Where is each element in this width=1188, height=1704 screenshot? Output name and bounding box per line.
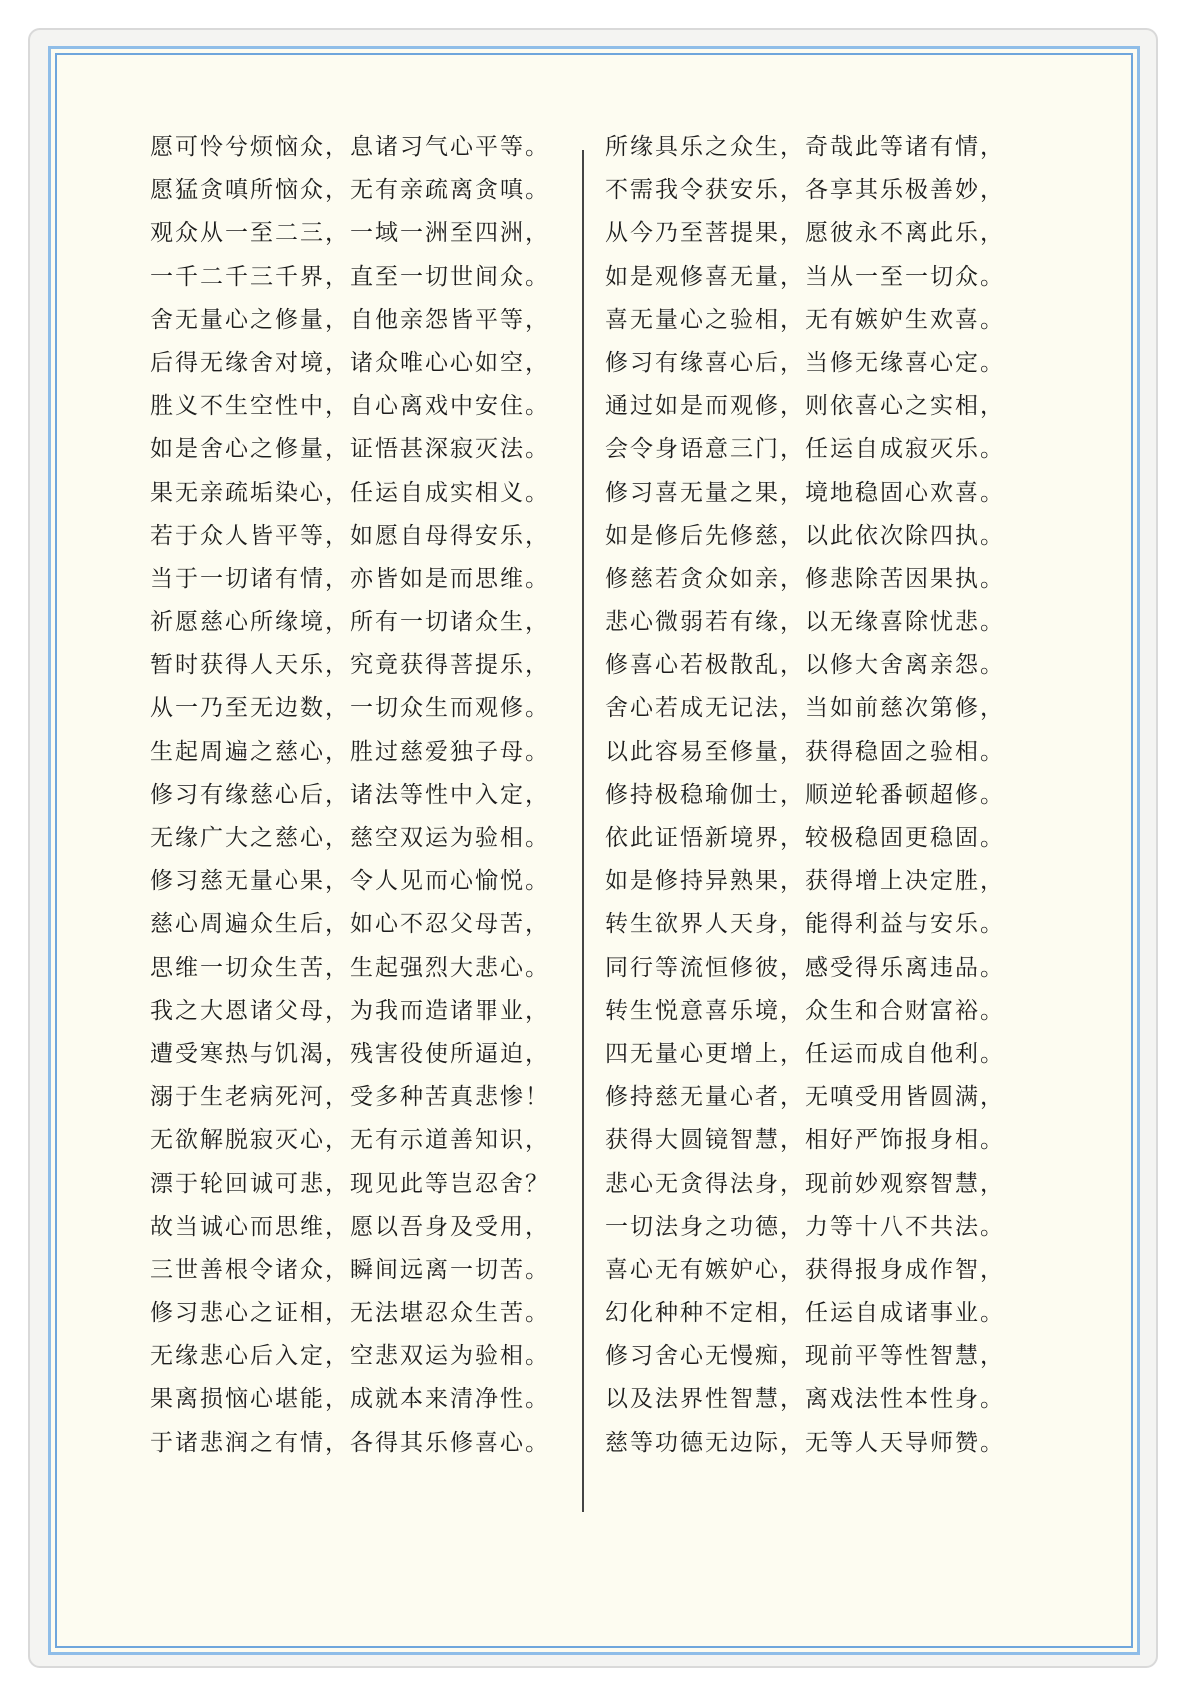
right-verse-line: 幻化种种不定相，任运自成诸事业。	[605, 1300, 1005, 1327]
left-verse-line: 愿可怜兮烦恼众，息诸习气心平等。	[150, 134, 550, 160]
left-verse-line: 祈愿慈心所缘境，所有一切诸众生，	[150, 609, 550, 636]
left-verse-line: 修习悲心之证相，无法堪忍众生苦。	[150, 1300, 550, 1327]
right-verse-line: 修习舍心无慢痴，现前平等性智慧，	[605, 1343, 1005, 1370]
right-verse-line: 修慈若贪众如亲，修悲除苦因果执。	[605, 565, 1005, 592]
left-verse-line: 修习慈无量心果，令人见而心愉悦。	[150, 868, 550, 895]
right-verse-line: 以及法界性智慧，离戏法性本性身。	[605, 1386, 1005, 1413]
left-verse-line: 暂时获得人天乐，究竟获得菩提乐，	[150, 652, 550, 679]
left-verse-line: 果离损恼心堪能，成就本来清净性。	[150, 1386, 550, 1413]
right-verse-line: 转生悦意喜乐境，众生和合财富裕。	[605, 997, 1005, 1024]
left-verse-line: 漂于轮回诚可悲，现见此等岂忍舍？	[150, 1170, 550, 1197]
left-verse-line: 舍无量心之修量，自他亲怨皆平等，	[150, 306, 550, 333]
right-verse-line: 修习有缘喜心后，当修无缘喜心定。	[605, 349, 1005, 376]
column-divider	[582, 150, 584, 1512]
right-verse-line: 如是观修喜无量，当从一至一切众。	[605, 263, 1005, 290]
right-verse-line: 依此证悟新境界，较极稳固更稳固。	[605, 825, 1005, 851]
right-verse-line: 悲心无贪得法身，现前妙观察智慧，	[605, 1170, 1005, 1197]
left-verse-column	[150, 126, 590, 1465]
left-verse-line: 慈心周遍众生后，如心不忍父母苦，	[150, 911, 550, 938]
right-verse-line: 修持慈无量心者，无嗔受用皆圆满，	[605, 1084, 1005, 1111]
right-verse-line: 会令身语意三门，任运自成寂灭乐。	[605, 436, 1005, 463]
left-verse-line: 我之大恩诸父母，为我而造诸罪业，	[150, 997, 550, 1024]
left-verse-line: 无缘广大之慈心，慈空双运为验相。	[150, 825, 550, 851]
right-verse-line: 喜心无有嫉妒心，获得报身成作智，	[605, 1256, 1005, 1283]
right-verse-line: 修持极稳瑜伽士，顺逆轮番顿超修。	[605, 781, 1005, 808]
left-verse-line: 无欲解脱寂灭心，无有示道善知识，	[150, 1127, 550, 1154]
left-verse-line: 从一乃至无边数，一切众生而观修。	[150, 695, 550, 722]
left-verse-line: 生起周遍之慈心，胜过慈爱独子母。	[150, 738, 550, 765]
right-verse-line: 从今乃至菩提果，愿彼永不离此乐，	[605, 220, 1005, 247]
left-verse-line: 若于众人皆平等，如愿自母得安乐，	[150, 522, 550, 549]
left-verse-line: 思维一切众生苦，生起强烈大悲心。	[150, 954, 550, 981]
right-verse-line: 转生欲界人天身，能得利益与安乐。	[605, 911, 1005, 938]
left-verse-line: 无缘悲心后入定，空悲双运为验相。	[150, 1343, 550, 1370]
left-verse-line: 遭受寒热与饥渴，残害役使所逼迫，	[150, 1040, 550, 1067]
left-verse-line: 三世善根令诸众，瞬间远离一切苦。	[150, 1256, 550, 1283]
right-verse-line: 舍心若成无记法，当如前慈次第修，	[605, 695, 1005, 722]
right-verse-line: 四无量心更增上，任运而成自他利。	[605, 1040, 1005, 1067]
right-verse-line: 获得大圆镜智慧，相好严饰报身相。	[605, 1127, 1005, 1154]
right-verse-line: 修喜心若极散乱，以修大舍离亲怨。	[605, 652, 1005, 679]
right-verse-line: 所缘具乐之众生，奇哉此等诸有情，	[605, 134, 1005, 160]
right-verse-column	[605, 126, 1045, 1465]
right-verse-line: 喜无量心之验相，无有嫉妒生欢喜。	[605, 306, 1005, 333]
left-verse-line: 愿猛贪嗔所恼众，无有亲疏离贪嗔。	[150, 177, 550, 204]
left-verse-line: 如是舍心之修量，证悟甚深寂灭法。	[150, 436, 550, 463]
right-verse-line: 修习喜无量之果，境地稳固心欢喜。	[605, 479, 1005, 506]
right-verse-line: 慈等功德无边际，无等人天导师赞。	[605, 1429, 1005, 1456]
left-verse-line: 后得无缘舍对境，诸众唯心心如空，	[150, 349, 550, 376]
left-verse-line: 于诸悲润之有情，各得其乐修喜心。	[150, 1429, 550, 1456]
right-verse-line: 悲心微弱若有缘，以无缘喜除忧悲。	[605, 609, 1005, 636]
left-verse-line: 胜义不生空性中，自心离戏中安住。	[150, 393, 550, 420]
left-verse-line: 一千二千三千界，直至一切世间众。	[150, 263, 550, 290]
left-verse-line: 故当诚心而思维，愿以吾身及受用，	[150, 1213, 550, 1240]
left-verse-line: 溺于生老病死河，受多种苦真悲惨！	[150, 1084, 550, 1111]
left-verse-line: 果无亲疏垢染心，任运自成实相义。	[150, 479, 550, 506]
right-verse-line: 不需我令获安乐，各享其乐极善妙，	[605, 177, 1005, 204]
right-verse-line: 一切法身之功德，力等十八不共法。	[605, 1213, 1005, 1240]
right-verse-line: 以此容易至修量，获得稳固之验相。	[605, 738, 1005, 765]
right-verse-line: 如是修持异熟果，获得增上决定胜，	[605, 868, 1005, 895]
left-verse-line: 修习有缘慈心后，诸法等性中入定，	[150, 781, 550, 808]
right-verse-line: 同行等流恒修彼，感受得乐离违品。	[605, 954, 1005, 981]
left-verse-line: 观众从一至二三，一域一洲至四洲，	[150, 220, 550, 247]
right-verse-line: 通过如是而观修，则依喜心之实相，	[605, 393, 1005, 420]
left-verse-line: 当于一切诸有情，亦皆如是而思维。	[150, 565, 550, 592]
right-verse-line: 如是修后先修慈，以此依次除四执。	[605, 522, 1005, 549]
